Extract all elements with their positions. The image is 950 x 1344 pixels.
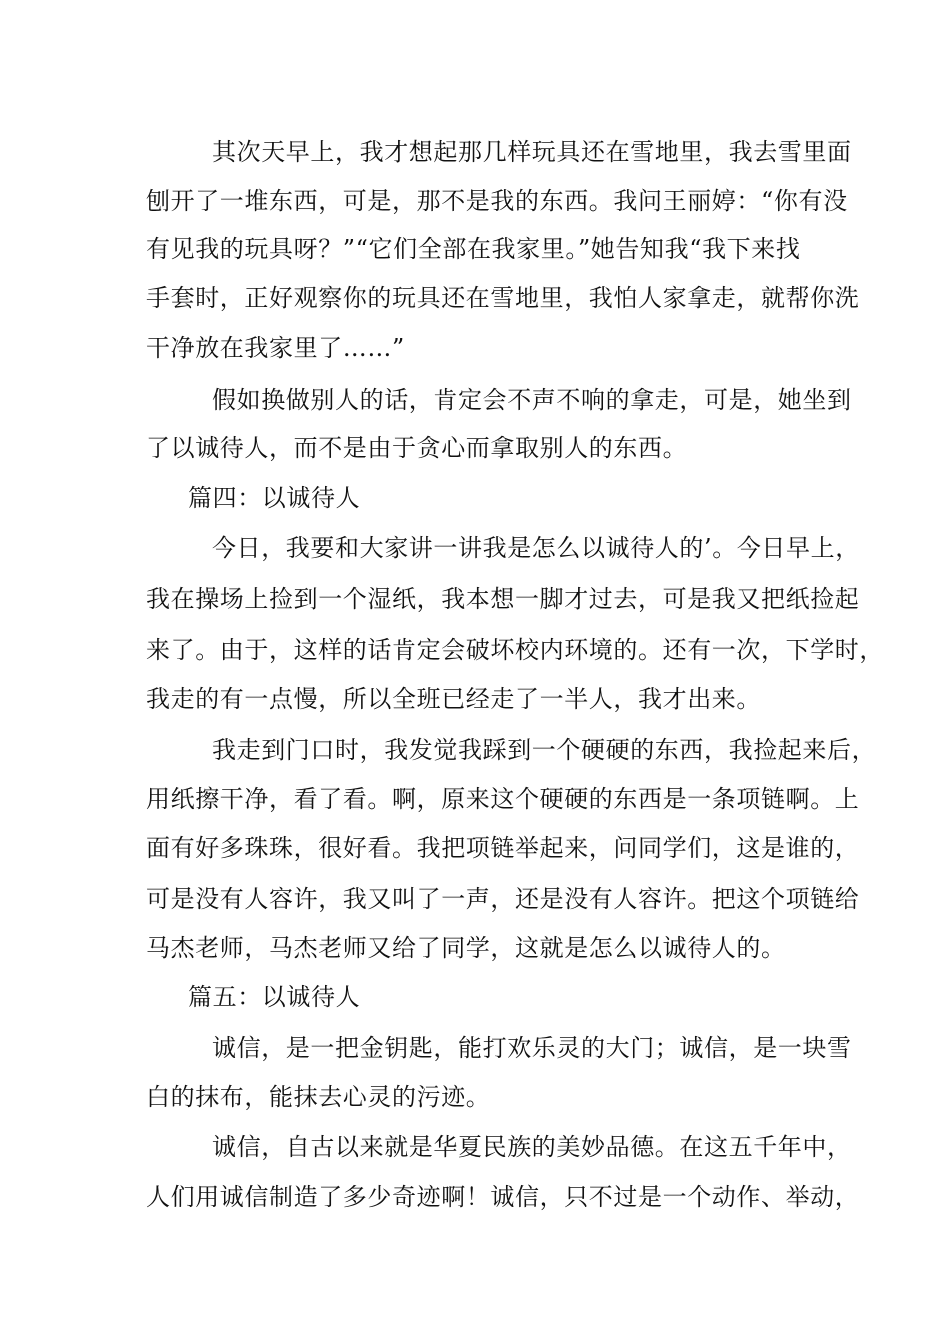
- paragraph-line: 今日，我要和大家讲一讲我是怎么以诚待人的’。今日早上，: [212, 534, 860, 562]
- paragraph-line: 刨开了一堆东西，可是，那不是我的东西。我问王丽婷：“你有没: [146, 187, 848, 215]
- section-heading: 篇五：以诚待人: [188, 983, 361, 1011]
- paragraph-line: 诚信，是一把金钥匙，能打欢乐灵的大门；诚信，是一块雪: [212, 1034, 852, 1062]
- paragraph-line: 可是没有人容许，我又叫了一声，还是没有人容许。把这个项链给: [146, 885, 860, 913]
- paragraph-line: 有见我的玩具呀？”“它们全部在我家里。”她告知我“我下来找: [146, 235, 801, 263]
- paragraph-line: 我走到门口时，我发觉我踩到一个硬硬的东西，我捡起来后，: [212, 736, 877, 764]
- paragraph-line: 面有好多珠珠，很好看。我把项链举起来，问同学们，这是谁的，: [146, 834, 860, 862]
- paragraph-line: 其次天早上，我才想起那几样玩具还在雪地里，我去雪里面: [212, 138, 852, 166]
- paragraph-line: 来了。由于，这样的话肯定会破坏校内环境的。还有一次，下学时，: [146, 636, 884, 664]
- paragraph-line: 了以诚待人，而不是由于贪心而拿取别人的东西。: [146, 434, 688, 462]
- paragraph-line: 我走的有一点慢，所以全班已经走了一半人，我才出来。: [146, 685, 761, 713]
- paragraph-line: 干净放在我家里了……”: [146, 334, 405, 362]
- paragraph-line: 诚信，自古以来就是华夏民族的美妙品德。在这五千年中，: [212, 1133, 852, 1161]
- paragraph-line: 人们用诚信制造了多少奇迹啊！诚信，只不过是一个动作、举动，: [146, 1183, 860, 1211]
- paragraph-line: 马杰老师，马杰老师又给了同学，这就是怎么以诚待人的。: [146, 934, 786, 962]
- paragraph-line: 假如换做别人的话，肯定会不声不响的拿走，可是，她坐到: [212, 386, 852, 414]
- paragraph-line: 白的抹布，能抹去心灵的污迹。: [146, 1083, 491, 1111]
- paragraph-line: 我在操场上捡到一个湿纸，我本想一脚才过去，可是我又把纸捡起: [146, 585, 860, 613]
- paragraph-line: 手套时，正好观察你的玩具还在雪地里，我怕人家拿走，就帮你洗: [146, 284, 860, 312]
- section-heading: 篇四：以诚待人: [188, 484, 361, 512]
- paragraph-line: 用纸擦干净，看了看。啊，原来这个硬硬的东西是一条项链啊。上: [146, 785, 860, 813]
